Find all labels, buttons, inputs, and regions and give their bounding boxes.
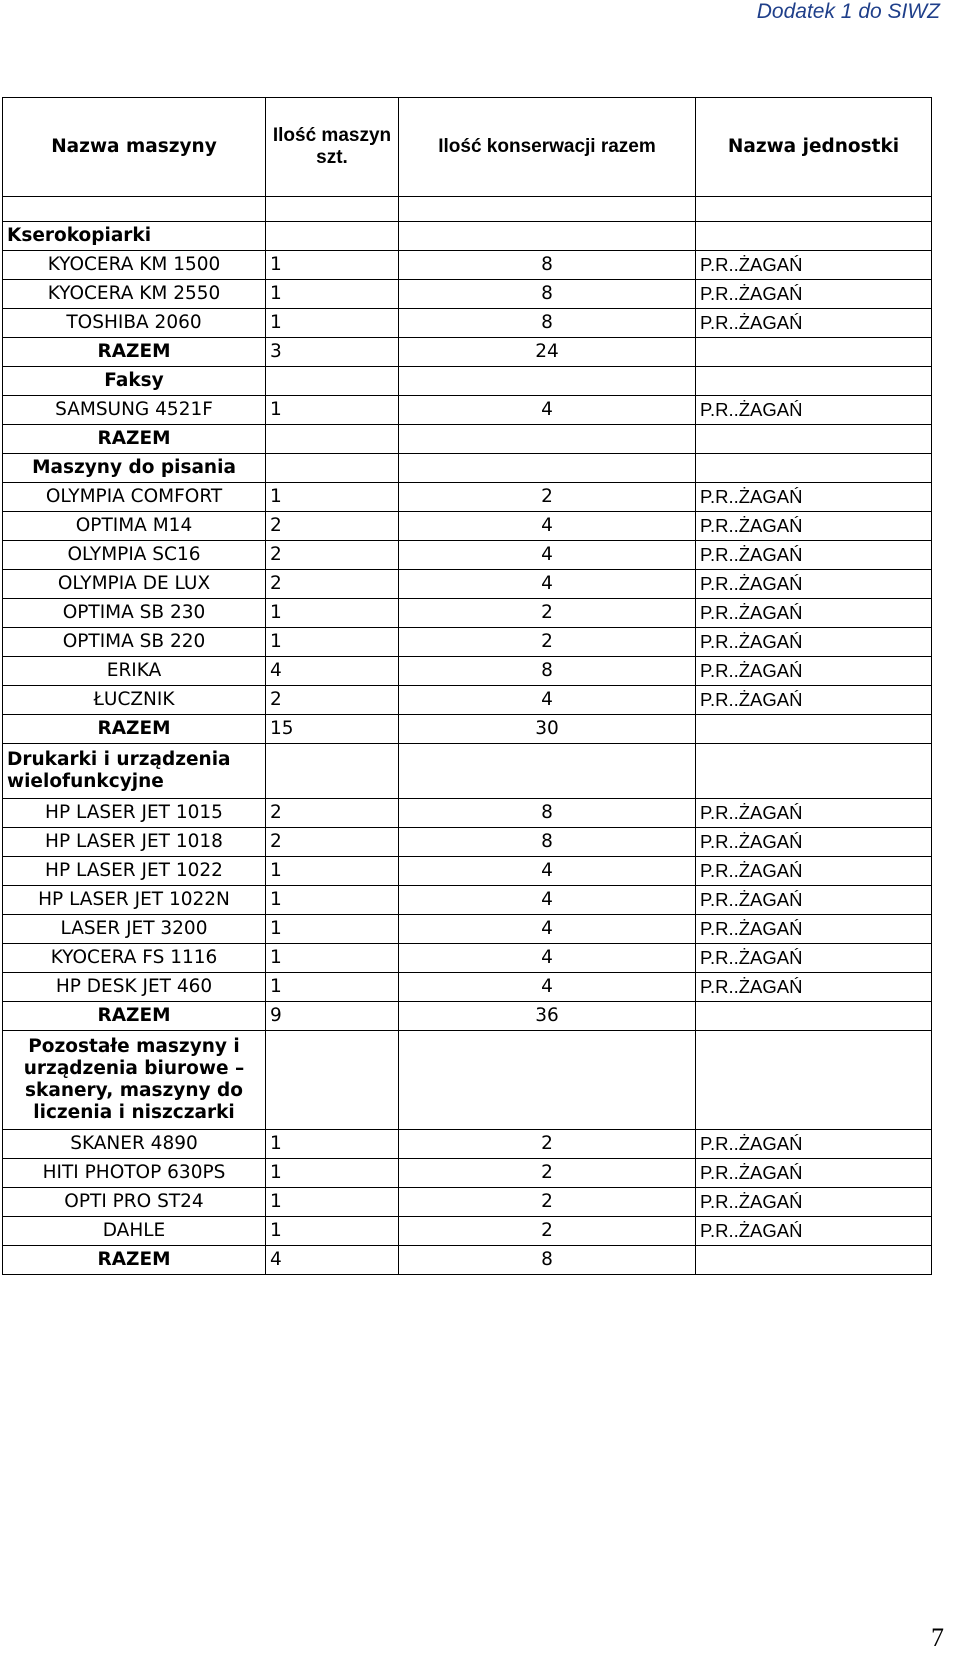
table-row [3, 828, 932, 857]
row-machine-count: 1 [266, 1217, 399, 1246]
row-maintenance-count: 8 [399, 657, 696, 686]
table-row [3, 425, 932, 454]
table-row [3, 1246, 932, 1275]
row-name: KYOCERA KM 2550 [3, 280, 266, 309]
row-machine-count: 9 [266, 1002, 399, 1031]
row-maintenance-count: 4 [399, 973, 696, 1002]
row-machine-count [266, 1031, 399, 1130]
row-name: OLYMPIA COMFORT [3, 483, 266, 512]
row-unit: P.R..ŻAGAŃ [696, 828, 932, 857]
header-unit-name: Nazwa jednostki [696, 98, 932, 197]
row-name: RAZEM [3, 715, 266, 744]
row-machine-count: 1 [266, 280, 399, 309]
row-unit: P.R..ŻAGAŃ [696, 599, 932, 628]
row-maintenance-count [399, 744, 696, 799]
row-unit: P.R..ŻAGAŃ [696, 944, 932, 973]
row-maintenance-count: 24 [399, 338, 696, 367]
table-row [3, 396, 932, 425]
row-unit [696, 367, 932, 396]
row-maintenance-count: 2 [399, 599, 696, 628]
row-name: Kserokopiarki [3, 222, 266, 251]
table-header-row [3, 98, 932, 197]
row-unit [696, 715, 932, 744]
header-note: Dodatek 1 do SIWZ [756, 0, 940, 23]
row-unit: P.R..ŻAGAŃ [696, 973, 932, 1002]
header-machine-name: Nazwa maszyny [3, 98, 266, 197]
row-machine-count [266, 425, 399, 454]
table-row [3, 973, 932, 1002]
table-row [3, 799, 932, 828]
row-unit [696, 1246, 932, 1275]
table-row [3, 280, 932, 309]
row-maintenance-count: 2 [399, 628, 696, 657]
row-machine-count: 1 [266, 599, 399, 628]
row-name: RAZEM [3, 1246, 266, 1275]
row-machine-count: 1 [266, 1188, 399, 1217]
row-unit [696, 338, 932, 367]
row-name: OPTIMA SB 230 [3, 599, 266, 628]
row-name: SKANER 4890 [3, 1130, 266, 1159]
row-maintenance-count: 36 [399, 1002, 696, 1031]
row-unit: P.R..ŻAGAŃ [696, 686, 932, 715]
row-maintenance-count: 8 [399, 1246, 696, 1275]
row-unit: P.R..ŻAGAŃ [696, 251, 932, 280]
row-machine-count: 1 [266, 886, 399, 915]
row-machine-count: 1 [266, 396, 399, 425]
table-row [3, 686, 932, 715]
page-number: 7 [931, 1623, 944, 1652]
table-row [3, 886, 932, 915]
table-row [3, 309, 932, 338]
row-machine-count [266, 197, 399, 222]
table-row [3, 222, 932, 251]
row-unit [696, 454, 932, 483]
row-machine-count [266, 222, 399, 251]
row-machine-count: 2 [266, 541, 399, 570]
row-maintenance-count: 2 [399, 1130, 696, 1159]
row-unit [696, 197, 932, 222]
row-maintenance-count: 4 [399, 944, 696, 973]
row-name: KYOCERA KM 1500 [3, 251, 266, 280]
header-machine-count: Ilość maszyn szt. [266, 98, 399, 197]
table-row [3, 657, 932, 686]
row-machine-count: 15 [266, 715, 399, 744]
row-name: RAZEM [3, 338, 266, 367]
row-name: KYOCERA FS 1116 [3, 944, 266, 973]
row-name: RAZEM [3, 1002, 266, 1031]
row-name: LASER JET 3200 [3, 915, 266, 944]
row-machine-count: 1 [266, 483, 399, 512]
row-maintenance-count: 4 [399, 541, 696, 570]
row-name: Maszyny do pisania [3, 454, 266, 483]
row-unit: P.R..ŻAGAŃ [696, 915, 932, 944]
row-machine-count: 2 [266, 828, 399, 857]
table-body [3, 197, 932, 1275]
row-unit: P.R..ŻAGAŃ [696, 570, 932, 599]
table-row [3, 367, 932, 396]
row-maintenance-count [399, 367, 696, 396]
row-name: OPTIMA M14 [3, 512, 266, 541]
row-name: OPTIMA SB 220 [3, 628, 266, 657]
row-unit: P.R..ŻAGAŃ [696, 1217, 932, 1246]
row-unit [696, 222, 932, 251]
row-machine-count: 1 [266, 1130, 399, 1159]
row-machine-count: 1 [266, 973, 399, 1002]
row-name: SAMSUNG 4521F [3, 396, 266, 425]
row-name: DAHLE [3, 1217, 266, 1246]
row-machine-count: 2 [266, 686, 399, 715]
row-unit: P.R..ŻAGAŃ [696, 886, 932, 915]
table-row [3, 1002, 932, 1031]
row-name: HP LASER JET 1022 [3, 857, 266, 886]
row-machine-count: 3 [266, 338, 399, 367]
row-maintenance-count: 2 [399, 1217, 696, 1246]
table-row [3, 1217, 932, 1246]
row-machine-count: 1 [266, 915, 399, 944]
row-unit: P.R..ŻAGAŃ [696, 799, 932, 828]
row-maintenance-count: 4 [399, 570, 696, 599]
row-name: TOSHIBA 2060 [3, 309, 266, 338]
row-name: HP LASER JET 1015 [3, 799, 266, 828]
row-unit: P.R..ŻAGAŃ [696, 280, 932, 309]
row-maintenance-count: 4 [399, 886, 696, 915]
row-maintenance-count [399, 1031, 696, 1130]
row-unit: P.R..ŻAGAŃ [696, 396, 932, 425]
row-name: HP DESK JET 460 [3, 973, 266, 1002]
row-maintenance-count [399, 454, 696, 483]
row-name: OPTI PRO ST24 [3, 1188, 266, 1217]
row-name: HP LASER JET 1022N [3, 886, 266, 915]
table-row [3, 599, 932, 628]
row-maintenance-count: 4 [399, 512, 696, 541]
row-unit: P.R..ŻAGAŃ [696, 512, 932, 541]
table-row [3, 628, 932, 657]
row-machine-count: 1 [266, 1159, 399, 1188]
row-name: Drukarki i urządzenia wielofunkcyjne [3, 744, 266, 799]
row-unit [696, 425, 932, 454]
row-unit: P.R..ŻAGAŃ [696, 657, 932, 686]
row-unit: P.R..ŻAGAŃ [696, 483, 932, 512]
row-unit [696, 1002, 932, 1031]
table-row [3, 251, 932, 280]
row-unit: P.R..ŻAGAŃ [696, 857, 932, 886]
row-maintenance-count [399, 425, 696, 454]
table-row [3, 1159, 932, 1188]
row-maintenance-count: 2 [399, 1188, 696, 1217]
row-machine-count [266, 367, 399, 396]
table-row [3, 1188, 932, 1217]
row-name: OLYMPIA DE LUX [3, 570, 266, 599]
table-row [3, 570, 932, 599]
table-row [3, 744, 932, 799]
row-maintenance-count: 8 [399, 251, 696, 280]
row-unit [696, 1031, 932, 1130]
row-maintenance-count: 4 [399, 686, 696, 715]
table-row [3, 857, 932, 886]
row-name: ERIKA [3, 657, 266, 686]
row-machine-count: 1 [266, 628, 399, 657]
row-maintenance-count [399, 222, 696, 251]
row-machine-count: 1 [266, 251, 399, 280]
row-machine-count: 2 [266, 512, 399, 541]
row-maintenance-count: 8 [399, 309, 696, 338]
row-name: ŁUCZNIK [3, 686, 266, 715]
row-machine-count: 4 [266, 657, 399, 686]
row-machine-count: 1 [266, 309, 399, 338]
row-machine-count [266, 454, 399, 483]
row-name: Pozostałe maszyny i urządzenia biurowe – skanery, maszyny do liczenia i niszczarki [3, 1031, 266, 1130]
row-unit [696, 744, 932, 799]
row-name: HITI PHOTOP 630PS [3, 1159, 266, 1188]
row-unit: P.R..ŻAGAŃ [696, 1188, 932, 1217]
row-maintenance-count: 4 [399, 396, 696, 425]
table-row [3, 454, 932, 483]
row-machine-count: 1 [266, 944, 399, 973]
row-maintenance-count: 8 [399, 828, 696, 857]
table-row [3, 541, 932, 570]
row-machine-count: 2 [266, 799, 399, 828]
row-unit: P.R..ŻAGAŃ [696, 628, 932, 657]
row-maintenance-count: 30 [399, 715, 696, 744]
table-row [3, 512, 932, 541]
header-maintenance-count: Ilość konserwacji razem [399, 98, 696, 197]
row-name: OLYMPIA SC16 [3, 541, 266, 570]
row-maintenance-count: 4 [399, 915, 696, 944]
row-maintenance-count: 4 [399, 857, 696, 886]
table-row [3, 338, 932, 367]
row-unit: P.R..ŻAGAŃ [696, 541, 932, 570]
row-unit: P.R..ŻAGAŃ [696, 309, 932, 338]
table-row [3, 1031, 932, 1130]
row-maintenance-count: 8 [399, 799, 696, 828]
row-name: RAZEM [3, 425, 266, 454]
row-unit: P.R..ŻAGAŃ [696, 1130, 932, 1159]
row-machine-count: 4 [266, 1246, 399, 1275]
row-machine-count: 2 [266, 570, 399, 599]
row-name [3, 197, 266, 222]
row-maintenance-count [399, 197, 696, 222]
table-row [3, 197, 932, 222]
row-maintenance-count: 2 [399, 483, 696, 512]
table-row [3, 944, 932, 973]
row-unit: P.R..ŻAGAŃ [696, 1159, 932, 1188]
table-row [3, 915, 932, 944]
table-row [3, 483, 932, 512]
table-row [3, 715, 932, 744]
table-row [3, 1130, 932, 1159]
row-machine-count: 1 [266, 857, 399, 886]
row-name: HP LASER JET 1018 [3, 828, 266, 857]
row-maintenance-count: 8 [399, 280, 696, 309]
maintenance-table [2, 97, 932, 1275]
row-maintenance-count: 2 [399, 1159, 696, 1188]
row-machine-count [266, 744, 399, 799]
row-name: Faksy [3, 367, 266, 396]
